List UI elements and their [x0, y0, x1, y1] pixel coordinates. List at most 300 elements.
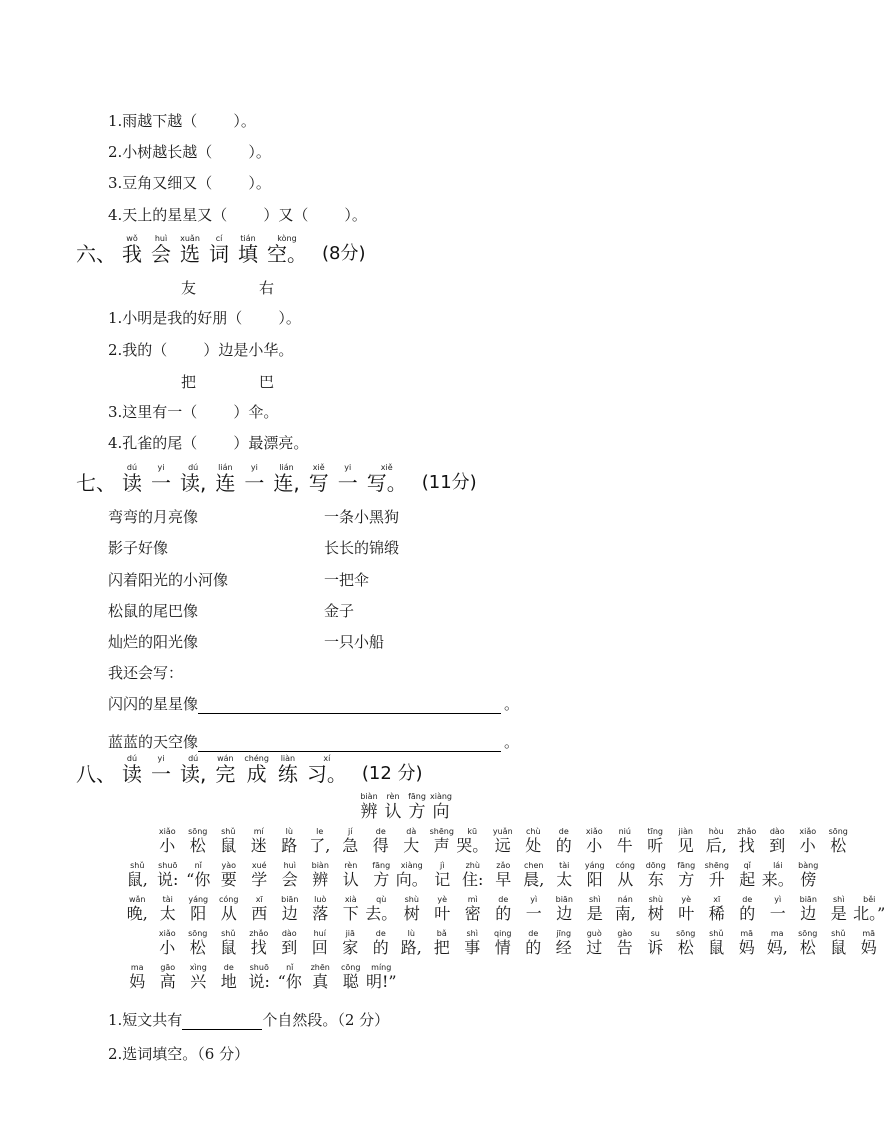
- ruby-char: [244, 895, 275, 924]
- ruby-char: [732, 895, 763, 924]
- pinyin: tīng: [647, 827, 663, 836]
- ruby-char: [671, 861, 702, 890]
- hanzi: 方: [678, 870, 695, 889]
- hanzi: 小: [799, 836, 816, 855]
- item-text: ）。: [248, 143, 271, 161]
- ruby-char: [488, 895, 519, 924]
- match-right-5[interactable]: 一只小船: [324, 633, 385, 651]
- ruby-char: [307, 754, 347, 785]
- ruby-char: [579, 827, 610, 856]
- item-text: 。: [504, 695, 520, 713]
- match-left-5[interactable]: 灿烂的阳光像: [108, 633, 199, 651]
- fill-item-1: [108, 111, 256, 131]
- hanzi: 早: [495, 870, 512, 889]
- pinyin: rèn: [386, 792, 400, 801]
- pinyin: wǒ: [126, 234, 138, 243]
- match-right-2[interactable]: 长长的锦缎: [324, 539, 400, 557]
- hanzi: 升: [708, 870, 725, 889]
- hanzi: 家: [342, 938, 359, 957]
- hanzi: 经: [555, 938, 572, 957]
- pinyin: yuǎn: [492, 827, 513, 836]
- hanzi: 边: [281, 904, 298, 923]
- ruby-char: [122, 463, 142, 494]
- question-2: 2.选词填空。（6 分）: [108, 1045, 250, 1063]
- hanzi: 一: [151, 762, 171, 786]
- pinyin: cí: [215, 234, 223, 243]
- ruby-char: [458, 895, 489, 924]
- answer-line[interactable]: [198, 733, 501, 752]
- ruby-char: [153, 963, 184, 992]
- pinyin: dú: [126, 754, 138, 763]
- hanzi: 听: [647, 836, 664, 855]
- hanzi: 树: [647, 904, 664, 923]
- passage-line-2: [122, 861, 824, 890]
- pinyin: de: [223, 963, 234, 972]
- fill-item-4: [108, 433, 308, 453]
- hanzi: 鼠: [220, 938, 237, 957]
- item-text: 3.豆角又细又（: [108, 174, 213, 192]
- ruby-char: [336, 895, 367, 924]
- hanzi: 小: [159, 836, 176, 855]
- hanzi: 密: [464, 904, 481, 923]
- pinyin: chen: [524, 861, 544, 870]
- hanzi: 远: [494, 836, 511, 855]
- item-text: ）又（: [263, 206, 309, 224]
- ruby-char: [641, 895, 672, 924]
- pinyin: shì: [466, 929, 478, 938]
- hanzi: 辨: [360, 802, 378, 822]
- ruby-char: [275, 963, 306, 992]
- ruby-char: [151, 754, 171, 785]
- pinyin: ma: [130, 963, 144, 972]
- ruby-char: [305, 827, 336, 856]
- ruby-char: [357, 792, 381, 823]
- section-number: 七、: [76, 471, 116, 495]
- ruby-char: [671, 895, 702, 924]
- hanzi: 读,: [180, 762, 207, 786]
- pinyin: fāng: [677, 861, 696, 870]
- ruby-char: [457, 929, 488, 958]
- ruby-char: [367, 463, 407, 494]
- ruby-char: [381, 792, 405, 823]
- pinyin: jiàn: [678, 827, 693, 836]
- hanzi: 大: [403, 836, 420, 855]
- pinyin: xiàng: [429, 792, 452, 801]
- hanzi: 一: [151, 471, 171, 495]
- pinyin: xī: [255, 895, 263, 904]
- ruby-char: [274, 929, 305, 958]
- ruby-char: [335, 827, 366, 856]
- pinyin: mā: [862, 929, 876, 938]
- ruby-char: [519, 895, 550, 924]
- ruby-char: [122, 754, 142, 785]
- match-left-3[interactable]: 闪着阳光的小河像: [108, 571, 229, 589]
- hanzi: 说:: [157, 870, 179, 889]
- hanzi: 住:: [462, 870, 484, 889]
- ruby-char: [793, 861, 824, 890]
- hanzi: 南,: [614, 904, 636, 923]
- pinyin: xiě: [312, 463, 325, 472]
- ruby-char: [580, 861, 611, 890]
- pinyin: yáng: [188, 895, 209, 904]
- hanzi: 一: [769, 904, 786, 923]
- hanzi: 我: [122, 242, 142, 266]
- ruby-char: [214, 895, 245, 924]
- ruby-char: [366, 963, 397, 992]
- pinyin: le: [316, 827, 324, 836]
- hanzi: 说:: [248, 972, 270, 991]
- pinyin: nán: [617, 895, 633, 904]
- hanzi: 写。: [366, 471, 407, 495]
- pinyin: shēng: [429, 827, 454, 836]
- pinyin: biān: [281, 895, 299, 904]
- ruby-char: [427, 895, 458, 924]
- pinyin: gāo: [160, 963, 176, 972]
- pinyin: xué: [251, 861, 267, 870]
- ruby-char: [549, 827, 580, 856]
- ruby-char: [640, 827, 671, 856]
- match-right-3[interactable]: 一把伞: [324, 571, 370, 589]
- pinyin: shǔ: [831, 929, 846, 938]
- hanzi: 把: [433, 938, 450, 957]
- pinyin: dào: [281, 929, 297, 938]
- hanzi: 到: [769, 836, 786, 855]
- pinyin: de: [528, 929, 539, 938]
- pinyin: zhǎo: [249, 929, 269, 938]
- pinyin: lián: [279, 463, 294, 472]
- section-number: 八、: [76, 762, 116, 786]
- ruby-char: [641, 861, 672, 890]
- hanzi: 告: [616, 938, 633, 957]
- pinyin: gào: [617, 929, 633, 938]
- hanzi: 傍: [800, 870, 817, 889]
- ruby-char: [823, 929, 854, 958]
- item-text: 2.我的（: [108, 341, 168, 359]
- ruby-char: [215, 463, 235, 494]
- hanzi: “你: [277, 972, 302, 991]
- hanzi: 成: [246, 762, 267, 786]
- pinyin: xī: [713, 895, 721, 904]
- pinyin: xiàng: [400, 861, 423, 870]
- item-text: 闪闪的星星像: [108, 695, 199, 713]
- pinyin: lái: [773, 861, 783, 870]
- hanzi: 空。: [267, 242, 307, 266]
- pinyin: xuǎn: [180, 234, 200, 243]
- hanzi: 晨,: [523, 870, 545, 889]
- hanzi: 认: [384, 802, 402, 822]
- match-left-2[interactable]: 影子好像: [108, 539, 169, 557]
- ruby-char: [732, 827, 763, 856]
- ruby-char: [335, 929, 366, 958]
- ruby-char: [610, 827, 641, 856]
- hanzi: 起: [739, 870, 756, 889]
- pinyin: jīng: [556, 929, 572, 938]
- ruby-char: [702, 861, 733, 890]
- passage-line-1: [152, 827, 854, 856]
- pinyin: yi: [157, 754, 165, 763]
- ruby-char: [267, 234, 307, 265]
- hanzi: 方: [373, 870, 390, 889]
- ruby-char: [640, 929, 671, 958]
- hanzi: 北。”: [853, 904, 885, 923]
- item-text: ）边是小华。: [203, 341, 294, 359]
- hanzi: 读,: [180, 471, 207, 495]
- pinyin: sōng: [188, 827, 208, 836]
- hanzi: 松: [677, 938, 694, 957]
- item-text: 个自然段。（2 分）: [262, 1011, 390, 1029]
- pinyin: qing: [494, 929, 512, 938]
- pinyin: su: [650, 929, 660, 938]
- ruby-char: [152, 929, 183, 958]
- ruby-char: [244, 929, 275, 958]
- ruby-char: [671, 929, 702, 958]
- pinyin: mā: [740, 929, 754, 938]
- pinyin: míng: [371, 963, 392, 972]
- pinyin: biàn: [311, 861, 329, 870]
- pinyin: shǔ: [221, 827, 236, 836]
- pinyin: shì: [833, 895, 845, 904]
- ruby-char: [213, 929, 244, 958]
- hanzi: 声: [433, 836, 450, 855]
- pinyin: xià: [344, 895, 357, 904]
- ruby-char: [274, 827, 305, 856]
- section-6-heading: [76, 234, 366, 265]
- pinyin: qù: [376, 895, 387, 904]
- ruby-char: [824, 895, 855, 924]
- ruby-char: [488, 861, 519, 890]
- hanzi: 松: [830, 836, 847, 855]
- ruby-char: [183, 861, 214, 890]
- hanzi: 路: [281, 836, 298, 855]
- pinyin: xiǎo: [799, 827, 817, 836]
- pinyin: zhǎo: [737, 827, 757, 836]
- ruby-char: [305, 895, 336, 924]
- hanzi: 见: [677, 836, 694, 855]
- ruby-char: [427, 827, 458, 856]
- item-text: 蓝蓝的天空像: [108, 733, 199, 751]
- ruby-char: [701, 827, 732, 856]
- fill-item-1: [108, 308, 301, 328]
- hanzi: 记: [434, 870, 451, 889]
- item-text: 4.天上的星星又（: [108, 206, 228, 224]
- word-choice-you-right: 右: [259, 279, 275, 297]
- pinyin: biān: [799, 895, 817, 904]
- also-write-label: 我还会写：: [108, 664, 184, 682]
- pinyin: xiǎo: [158, 929, 176, 938]
- pinyin: sōng: [676, 929, 696, 938]
- answer-line[interactable]: [198, 695, 501, 714]
- hanzi: 叶: [434, 904, 451, 923]
- hanzi: 回: [311, 938, 328, 957]
- answer-line[interactable]: [182, 1012, 262, 1030]
- pinyin: sōng: [188, 929, 208, 938]
- hanzi: 兴: [190, 972, 207, 991]
- score-label: (11分): [421, 472, 477, 493]
- ruby-char: [180, 463, 206, 494]
- hanzi: 落: [312, 904, 329, 923]
- pinyin: běi: [863, 895, 876, 904]
- hanzi: 阳: [190, 904, 207, 923]
- ruby-char: [305, 929, 336, 958]
- ruby-char: [180, 754, 206, 785]
- hanzi: 小: [586, 836, 603, 855]
- hanzi: 的: [739, 904, 756, 923]
- pinyin: kòng: [277, 234, 297, 243]
- ruby-char: [671, 827, 702, 856]
- hanzi: 向: [432, 802, 450, 822]
- hanzi: 牛: [616, 836, 633, 855]
- hanzi: 情: [494, 938, 511, 957]
- hanzi: 会: [281, 870, 298, 889]
- pinyin: shù: [648, 895, 663, 904]
- pinyin: fāng: [408, 792, 426, 801]
- hanzi: 稀: [708, 904, 725, 923]
- pinyin: wán: [217, 754, 234, 763]
- pinyin: fāng: [372, 861, 391, 870]
- hanzi: 事: [464, 938, 481, 957]
- pinyin: de: [558, 827, 569, 836]
- ruby-char: [429, 792, 453, 823]
- pinyin: de: [375, 929, 386, 938]
- hanzi: 鼠,: [126, 870, 148, 889]
- hanzi: 妈: [738, 938, 755, 957]
- item-text: 1.小明是我的好朋（: [108, 309, 243, 327]
- pinyin: tián: [240, 234, 256, 243]
- match-left-1[interactable]: 弯弯的月亮像: [108, 508, 199, 526]
- pinyin: nǐ: [286, 963, 294, 972]
- ruby-char: [518, 929, 549, 958]
- ruby-char: [793, 895, 824, 924]
- pinyin: tài: [162, 895, 173, 904]
- pinyin: zǎo: [496, 861, 511, 870]
- match-right-4[interactable]: 金子: [324, 602, 355, 620]
- section-number: 六、: [76, 242, 116, 266]
- ruby-char: [309, 463, 329, 494]
- pinyin: dōng: [645, 861, 666, 870]
- hanzi: 词: [209, 242, 229, 266]
- ruby-char: [273, 463, 299, 494]
- ruby-char: [214, 963, 245, 992]
- item-text: ）。: [233, 112, 256, 130]
- pinyin: jiā: [345, 929, 355, 938]
- ruby-char: [488, 929, 519, 958]
- ruby-char: [549, 861, 580, 890]
- pinyin: yi: [344, 463, 352, 472]
- ruby-char: [762, 827, 793, 856]
- ruby-char: [183, 827, 214, 856]
- hanzi: 连: [215, 471, 236, 495]
- hanzi: 去。: [365, 904, 398, 923]
- ruby-char: [457, 827, 488, 856]
- pinyin: shì: [589, 895, 601, 904]
- hanzi: 一: [525, 904, 542, 923]
- pinyin: hòu: [708, 827, 724, 836]
- word-choice-ba-hold: 把: [181, 373, 197, 391]
- pinyin: dú: [126, 463, 138, 472]
- hanzi: 东: [647, 870, 664, 889]
- hanzi: 妈: [860, 938, 877, 957]
- match-right-1[interactable]: 一条小黑狗: [324, 508, 400, 526]
- hanzi: 晚,: [126, 904, 148, 923]
- ruby-char: [366, 827, 397, 856]
- question-1: [108, 1010, 389, 1030]
- hanzi: 的: [555, 836, 572, 855]
- ruby-char: [396, 929, 427, 958]
- pinyin: dà: [406, 827, 417, 836]
- ruby-char: [366, 929, 397, 958]
- pinyin: xiǎo: [158, 827, 176, 836]
- hanzi: 学: [251, 870, 268, 889]
- pinyin: xí: [323, 754, 331, 763]
- hanzi: 聪: [342, 972, 359, 991]
- pinyin: yi: [250, 463, 258, 472]
- item-text: ）伞。: [233, 403, 279, 421]
- hanzi: 到: [281, 938, 298, 957]
- ruby-char: [763, 861, 794, 890]
- ruby-char: [244, 827, 275, 856]
- pinyin: nǐ: [194, 861, 202, 870]
- hanzi: 是: [586, 904, 603, 923]
- ruby-char: [338, 463, 358, 494]
- ruby-char: [209, 234, 229, 265]
- ruby-char: [823, 827, 854, 856]
- pinyin: liàn: [280, 754, 296, 763]
- ruby-char: [275, 895, 306, 924]
- fill-item-2: [108, 142, 271, 162]
- ruby-char: [549, 895, 580, 924]
- ruby-char: [244, 963, 275, 992]
- item-text: ）。: [278, 309, 301, 327]
- ruby-char: [763, 895, 794, 924]
- hanzi: 从: [220, 904, 237, 923]
- hanzi: 完: [215, 762, 236, 786]
- pinyin: tài: [559, 861, 570, 870]
- item-text: ）。: [248, 174, 271, 192]
- pinyin: shuō: [158, 861, 178, 870]
- hanzi: 下: [342, 904, 359, 923]
- pinyin: yào: [221, 861, 237, 870]
- hanzi: 方: [408, 802, 426, 822]
- ruby-char: [244, 463, 264, 494]
- ruby-char: [366, 861, 397, 890]
- hanzi: 后,: [705, 836, 727, 855]
- hanzi: 哭。: [456, 836, 489, 855]
- hanzi: 来。: [761, 870, 794, 889]
- item-text: 3.这里有一（: [108, 403, 198, 421]
- ruby-char: [214, 861, 245, 890]
- hanzi: 妈: [129, 972, 146, 991]
- match-left-4[interactable]: 松鼠的尾巴像: [108, 602, 199, 620]
- pinyin: chéng: [244, 754, 269, 763]
- hanzi: 太: [159, 904, 176, 923]
- passage-line-3: [122, 895, 885, 924]
- passage-line-4: [152, 929, 884, 958]
- write-item-2: [108, 732, 519, 752]
- ruby-char: [549, 929, 580, 958]
- pinyin: yáng: [584, 861, 605, 870]
- pinyin: chù: [525, 827, 541, 836]
- pinyin: lù: [285, 827, 293, 836]
- item-text: ）最漂亮。: [233, 434, 309, 452]
- ruby-char: [427, 929, 458, 958]
- pinyin: xiǎo: [585, 827, 603, 836]
- fill-item-2: [108, 340, 293, 360]
- hanzi: 松: [799, 938, 816, 957]
- hanzi: 过: [586, 938, 603, 957]
- ruby-char: [396, 827, 427, 856]
- hanzi: 真: [312, 972, 329, 991]
- ruby-char: [405, 792, 429, 823]
